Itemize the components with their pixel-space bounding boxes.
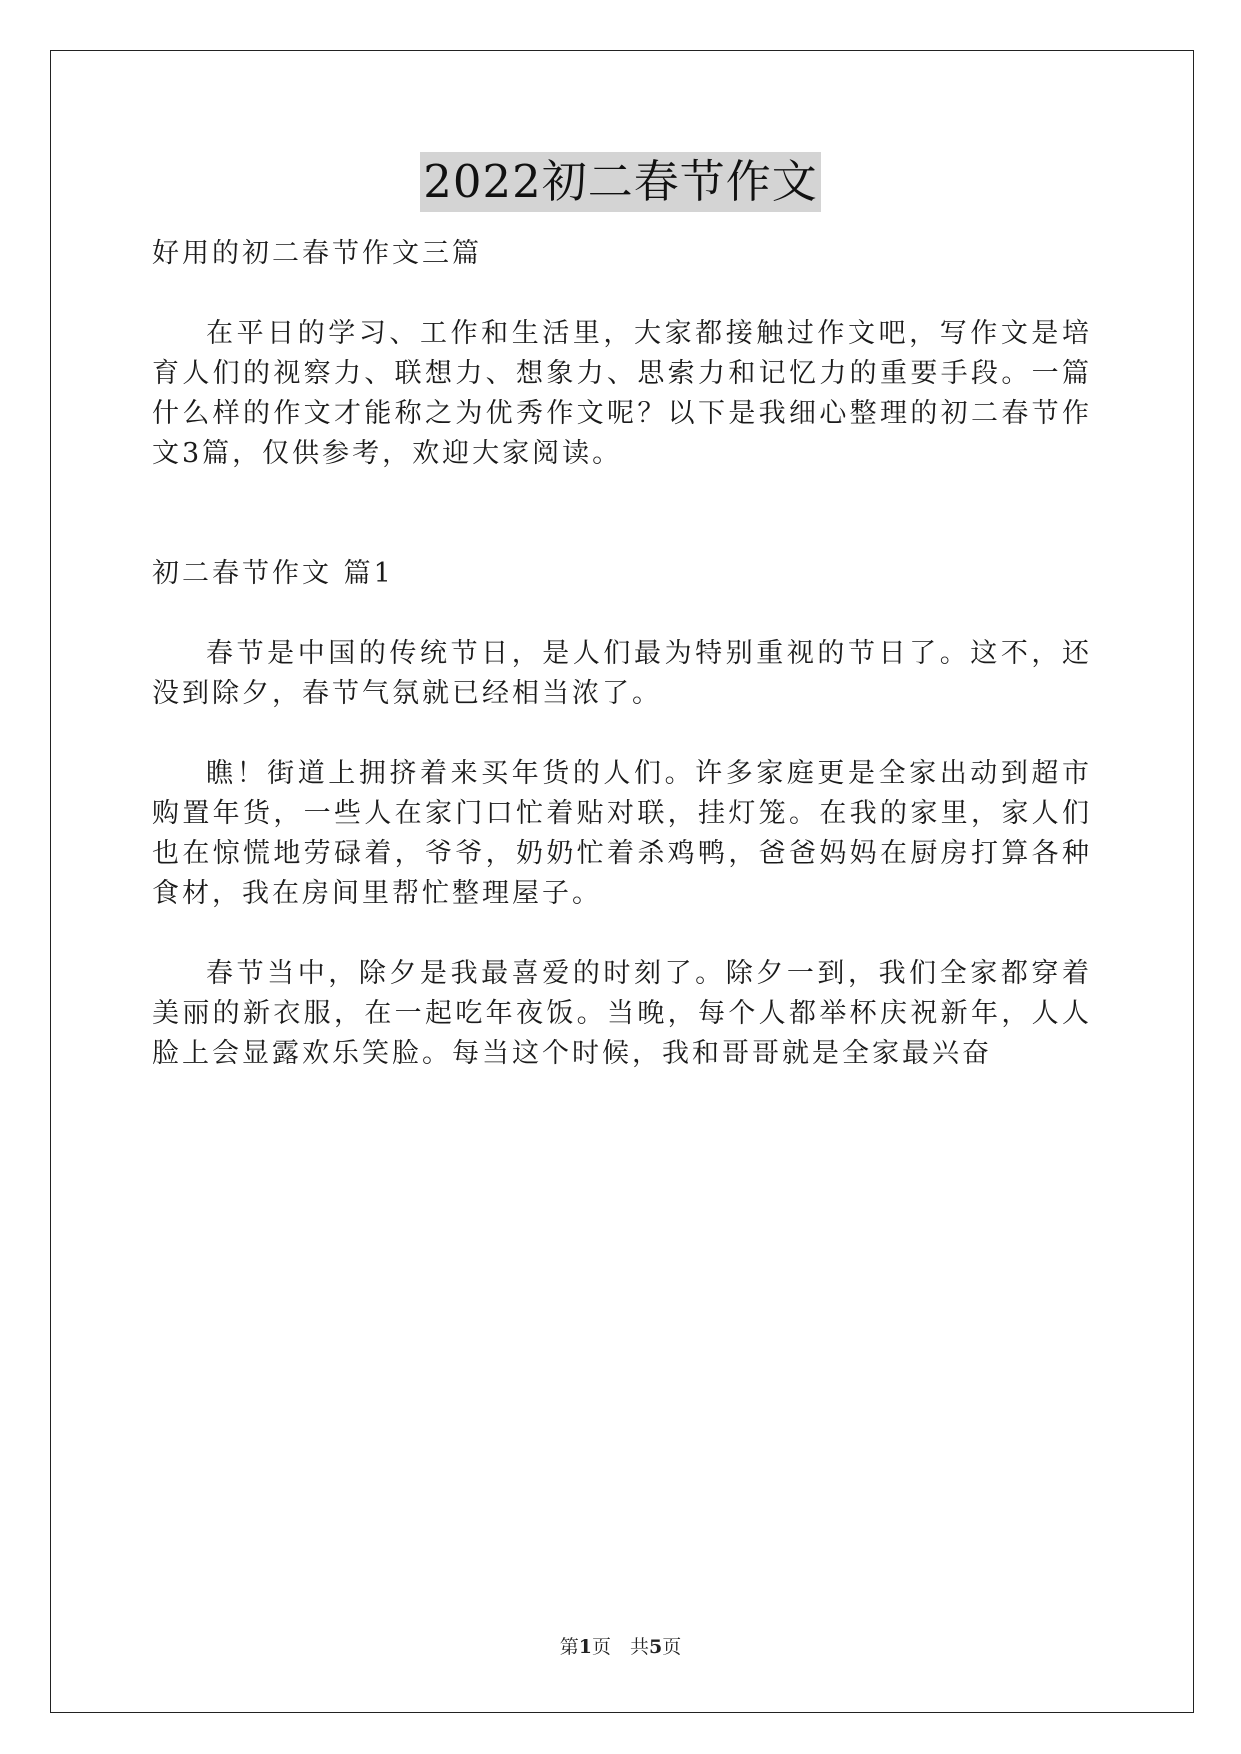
footer-current-page: 1 xyxy=(578,1636,592,1658)
intro-paragraph: 在平日的学习、工作和生活里，大家都接触过作文吧，写作文是培育人们的视察力、联想力、想象力、思索力和记忆力的重要手段。一篇什么样的作文才能称之为优秀作文呢？以下是我细心整理的初二春节作文3篇，仅供参考，欢迎大家阅读。 xyxy=(152,318,1092,469)
footer-mid: 页 共 xyxy=(591,1636,649,1658)
body-paragraph-2: 瞧！街道上拥挤着来买年货的人们。许多家庭更是全家出动到超市购置年货，一些人在家门口忙着贴对联，挂灯笼。在我的家里，家人们也在惊慌地劳碌着，爷爷，奶奶忙着杀鸡鸭，爸爸妈妈在厨房打算各种食材，我在房间里帮忙整理屋子。 xyxy=(152,758,1092,909)
footer-prefix: 第 xyxy=(559,1636,579,1658)
section-heading: 初二春节作文 篇1 xyxy=(152,558,394,589)
footer-total-pages: 5 xyxy=(649,1636,663,1658)
footer-suffix: 页 xyxy=(662,1636,682,1658)
body-paragraph-3: 春节当中，除夕是我最喜爱的时刻了。除夕一到，我们全家都穿着美丽的新衣服，在一起吃年夜饭。当晚，每个人都举杯庆祝新年，人人脸上会显露欢乐笑脸。每当这个时候，我和哥哥就是全家最兴奋 xyxy=(152,958,1092,1069)
document-title: 2022初二春节作文 xyxy=(420,152,821,212)
document-body xyxy=(152,234,1092,1114)
document-subtitle: 好用的初二春节作文三篇 xyxy=(152,238,482,269)
body-paragraph-1: 春节是中国的传统节日，是人们最为特别重视的节日了。这不，还没到除夕，春节气氛就已经相当浓了。 xyxy=(152,638,1092,709)
page-footer xyxy=(0,1632,1241,1659)
title-container xyxy=(0,152,1241,212)
